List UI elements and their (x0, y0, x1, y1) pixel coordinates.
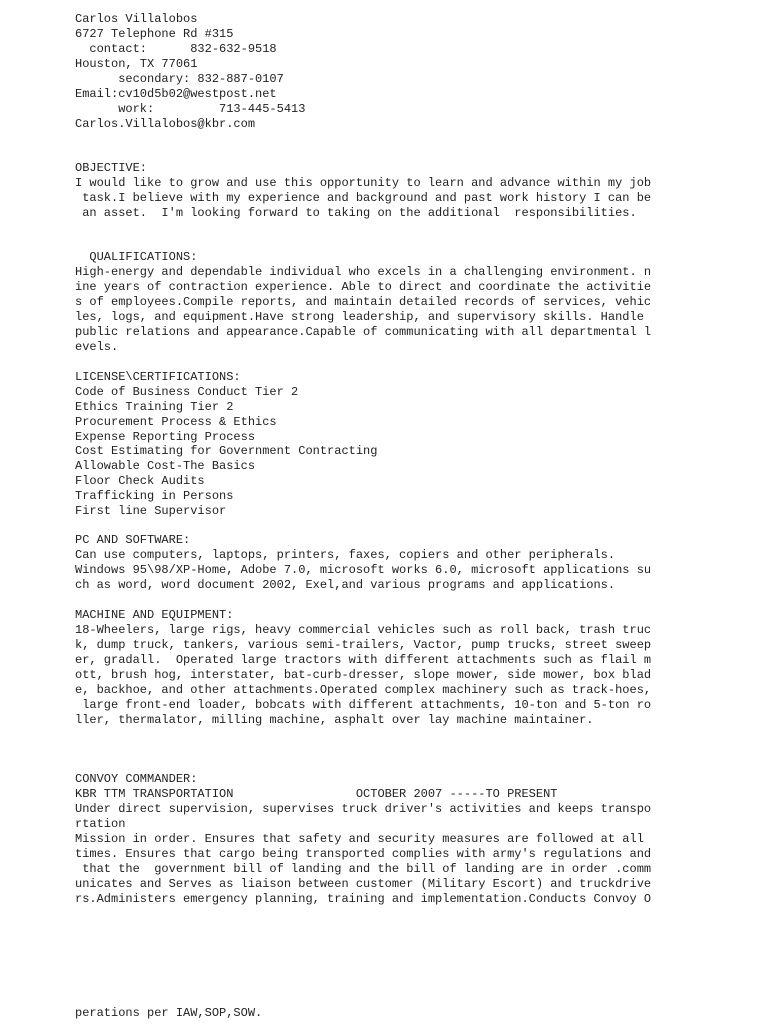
objective-text-line: I would like to grow and use this opportunity to learn and advance within my job (75, 176, 652, 190)
job-title-heading: CONVOY COMMANDER: (75, 772, 198, 786)
software-text-line: ch as word, word document 2002, Exel,and various programs and applications. (75, 578, 616, 592)
objective-text-line: an asset. I'm looking forward to taking on the additional responsibilities. (75, 206, 637, 220)
job-description-line: Under direct supervision, supervises truck driver's activities and keeps transpo (75, 802, 652, 816)
certification-item: Cost Estimating for Government Contracting (75, 444, 378, 458)
qualifications-text-line: public relations and appearance.Capable of communicating with all departmental l (75, 325, 652, 339)
qualifications-text-line: ine years of contraction experience. Able to direct and coordinate the activitie (75, 280, 652, 294)
contact-secondary-phone: secondary: 832-887-0107 (75, 72, 284, 86)
software-text-line: Can use computers, laptops, printers, faxes, copiers and other peripherals. (75, 548, 616, 562)
certification-item: Expense Reporting Process (75, 430, 256, 444)
equipment-text-line: ott, brush hog, interstater, bat-curb-dresser, slope mower, side mower, box blad (75, 668, 652, 682)
contact-work-phone: work: 713-445-5413 (75, 102, 306, 116)
equipment-text-line: k, dump truck, tankers, various semi-trailers, Vactor, pump trucks, street sweep (75, 638, 652, 652)
contact-street: 6727 Telephone Rd #315 (75, 27, 234, 41)
job-description-line: rtation (75, 817, 126, 831)
software-text-line: Windows 95\98/XP-Home, Adobe 7.0, microsoft works 6.0, microsoft applications su (75, 563, 652, 577)
equipment-text-line: ller, thermalator, milling machine, asphalt over lay machine maintainer. (75, 713, 594, 727)
equipment-text-line: large front-end loader, bobcats with different attachments, 10-ton and 5-ton ro (75, 698, 652, 712)
contact-city: Houston, TX 77061 (75, 57, 198, 71)
job-description-line: perations per IAW,SOP,SOW. (75, 1006, 263, 1020)
qualifications-text-line: les, logs, and equipment.Have strong leadership, and supervisory skills. Handle (75, 310, 644, 324)
equipment-heading: MACHINE AND EQUIPMENT: (75, 608, 234, 622)
contact-name: Carlos Villalobos (75, 12, 198, 26)
certification-item: First line Supervisor (75, 504, 227, 518)
qualifications-text-line: s of employees.Compile reports, and maintain detailed records of services, vehic (75, 295, 652, 309)
job-description-line: Mission in order. Ensures that safety and security measures are followed at all (75, 832, 644, 846)
certification-item: Allowable Cost-The Basics (75, 459, 256, 473)
job-description-line: rs.Administers emergency planning, training and implementation.Conducts Convoy O (75, 892, 652, 906)
contact-work-email: Carlos.Villalobos@kbr.com (75, 117, 256, 131)
job-description-line: that the government bill of landing and the bill of landing are in order .comm (75, 862, 652, 876)
software-heading: PC AND SOFTWARE: (75, 533, 191, 547)
equipment-text-line: 18-Wheelers, large rigs, heavy commercial vehicles such as roll back, trash truc (75, 623, 652, 637)
certification-item: Trafficking in Persons (75, 489, 234, 503)
objective-heading: OBJECTIVE: (75, 161, 148, 175)
job-description-line: unicates and Serves as liaison between customer (Military Escort) and truckdrive (75, 877, 652, 891)
qualifications-text-line: evels. (75, 340, 119, 354)
certifications-heading: LICENSE\CERTIFICATIONS: (75, 370, 241, 384)
equipment-text-line: er, gradall. Operated large tractors with different attachments such as flail m (75, 653, 652, 667)
contact-email: Email:cv10d5b02@westpost.net (75, 87, 277, 101)
job-employer-dates: KBR TTM TRANSPORTATION OCTOBER 2007 -----TO PRESENT (75, 787, 558, 801)
job-description-line: times. Ensures that cargo being transported complies with army's regulations and (75, 847, 652, 861)
contact-phone: contact: 832-632-9518 (75, 42, 277, 56)
certification-item: Ethics Training Tier 2 (75, 400, 234, 414)
objective-text-line: task.I believe with my experience and background and past work history I can be (75, 191, 652, 205)
qualifications-heading: QUALIFICATIONS: (75, 250, 198, 264)
equipment-text-line: e, backhoe, and other attachments.Operated complex machinery such as track-hoes, (75, 683, 652, 697)
certification-item: Code of Business Conduct Tier 2 (75, 385, 299, 399)
certification-item: Floor Check Audits (75, 474, 205, 488)
qualifications-text-line: High-energy and dependable individual who excels in a challenging environment. n (75, 265, 652, 279)
certification-item: Procurement Process & Ethics (75, 415, 277, 429)
